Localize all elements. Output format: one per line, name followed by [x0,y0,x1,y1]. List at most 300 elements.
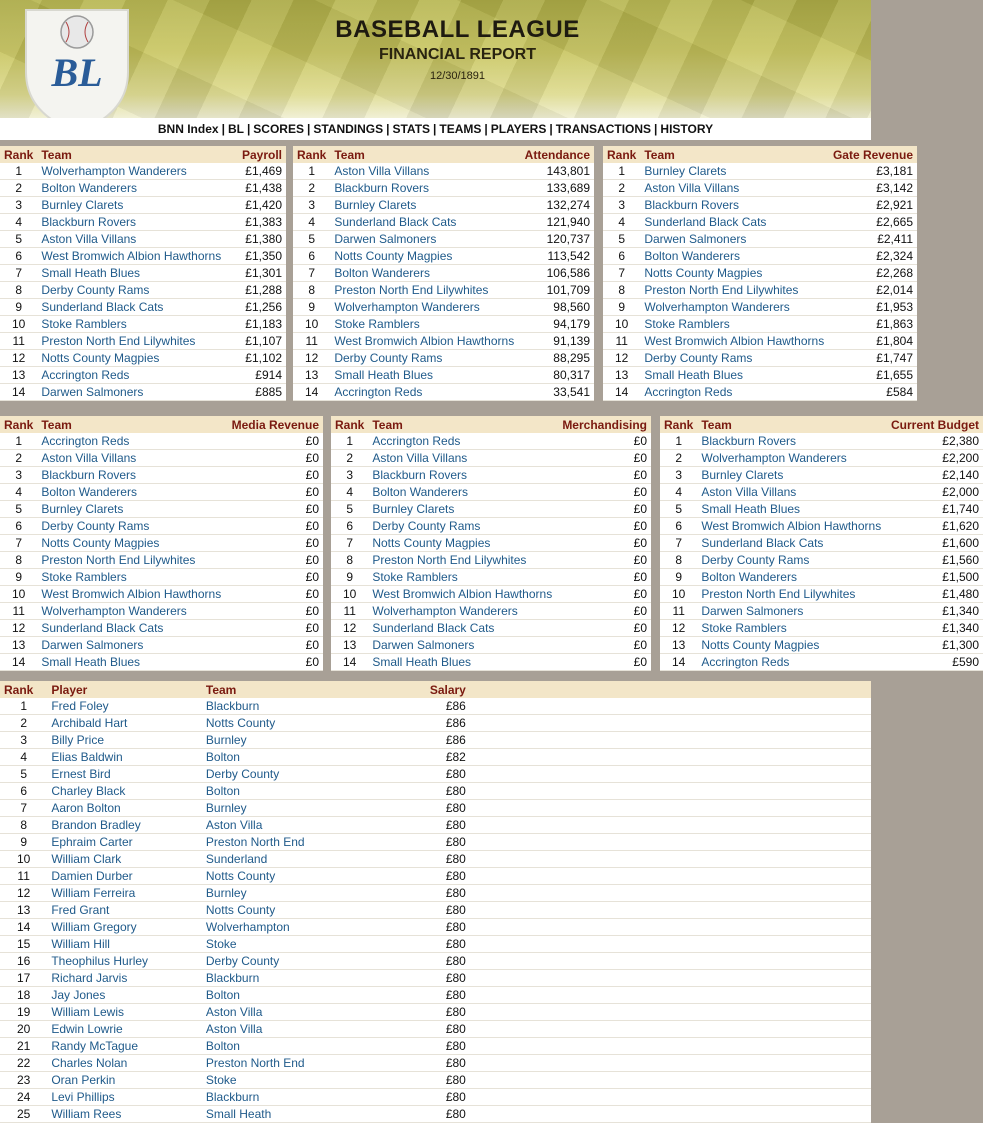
rank-cell: 1 [0,698,47,715]
rank-cell: 9 [331,569,368,586]
value-cell: £2,380 [886,433,983,450]
value-cell: £80 [366,1089,470,1106]
player-link[interactable]: Fred Foley [47,698,202,715]
nav-separator: | [221,122,225,136]
team-link[interactable]: Aston Villa Villans [697,484,886,501]
table-row [0,350,286,367]
rank-cell: 3 [293,197,330,214]
team-link[interactable]: Stoke Ramblers [368,569,557,586]
top-navigation [0,118,871,140]
rank-cell: 1 [293,163,330,180]
rank-cell: 21 [0,1038,47,1055]
value-cell: 113,542 [520,248,594,265]
table-row [293,367,594,384]
team-link[interactable]: Sunderland [202,851,366,868]
spacer-cell [470,885,871,902]
spacer-cell [470,1055,871,1072]
rank-cell: 15 [0,936,47,953]
table-row [0,620,323,637]
table-row [660,654,983,671]
team-link[interactable]: Bolton Wanderers [37,180,235,197]
team-link[interactable]: Notts County Magpies [37,350,235,367]
value-cell: £1,747 [829,350,917,367]
current-budget-table [660,416,983,671]
team-link[interactable]: West Bromwich Albion Hawthorns [37,586,226,603]
table-header-row [660,416,983,433]
player-link[interactable]: Fred Grant [47,902,202,919]
team-link[interactable]: Blackburn [202,1089,366,1106]
spacer-cell [470,834,871,851]
team-link[interactable]: Blackburn Rovers [37,467,226,484]
player-link[interactable]: William Ferreira [47,885,202,902]
value-cell: £584 [829,384,917,401]
rank-cell: 3 [0,467,37,484]
player-link[interactable]: Edwin Lowrie [47,1021,202,1038]
spacer-cell [470,783,871,800]
team-link[interactable]: Bolton [202,783,366,800]
team-link[interactable]: Bolton Wanderers [368,484,557,501]
rank-cell: 10 [0,851,47,868]
nav-link-bl[interactable]: BL [227,122,244,136]
team-link[interactable]: Stoke Ramblers [330,316,520,333]
column-header: Merchandising [558,416,651,433]
player-link[interactable]: Charles Nolan [47,1055,202,1072]
team-link[interactable]: Small Heath Blues [697,501,886,518]
team-link[interactable]: Sunderland Black Cats [330,214,520,231]
team-link[interactable]: Bolton [202,1038,366,1055]
value-cell: £1,107 [235,333,286,350]
player-link[interactable]: Aaron Bolton [47,800,202,817]
team-link[interactable]: Notts County Magpies [697,637,886,654]
nav-link-history[interactable]: HISTORY [660,122,714,136]
team-link[interactable]: Derby County Rams [368,518,557,535]
rank-cell: 14 [603,384,640,401]
table-row [331,586,651,603]
team-link[interactable]: Bolton Wanderers [330,265,520,282]
nav-link-teams[interactable]: TEAMS [439,122,482,136]
team-link[interactable]: Stoke Ramblers [37,569,226,586]
value-cell: £2,411 [829,231,917,248]
rank-cell: 11 [603,333,640,350]
rank-cell: 14 [331,654,368,671]
rank-cell: 13 [660,637,697,654]
table-row [0,766,871,783]
table-row [331,433,651,450]
value-cell: £3,142 [829,180,917,197]
payroll-table [0,146,286,401]
team-link[interactable]: Wolverhampton Wanderers [368,603,557,620]
spacer-cell [470,749,871,766]
table-row [0,501,323,518]
team-link[interactable]: Bolton Wanderers [37,484,226,501]
player-link[interactable]: William Clark [47,851,202,868]
team-link[interactable]: Blackburn Rovers [640,197,828,214]
column-header: Attendance [520,146,594,163]
nav-link-stats[interactable]: STATS [392,122,431,136]
table-row [0,316,286,333]
rank-cell: 14 [660,654,697,671]
salary-table [0,681,871,1123]
team-link[interactable]: Stoke Ramblers [697,620,886,637]
team-link[interactable]: Blackburn Rovers [697,433,886,450]
team-link[interactable]: Burnley Clarets [697,467,886,484]
team-link[interactable]: West Bromwich Albion Hawthorns [37,248,235,265]
value-cell: £80 [366,834,470,851]
value-cell: £80 [366,851,470,868]
team-link[interactable]: Small Heath Blues [368,654,557,671]
rank-cell: 2 [0,450,37,467]
team-link[interactable]: Notts County Magpies [330,248,520,265]
team-link[interactable]: Small Heath Blues [640,367,828,384]
table-row [603,248,917,265]
table-row [0,817,871,834]
team-link[interactable]: Sunderland Black Cats [640,214,828,231]
table-row [0,637,323,654]
value-cell: £0 [227,637,323,654]
team-link[interactable]: Burnley Clarets [37,197,235,214]
table-row [331,450,651,467]
value-cell: £0 [558,552,651,569]
team-link[interactable]: West Bromwich Albion Hawthorns [330,333,520,350]
table-header-row [0,681,871,698]
column-header: Rank [331,416,368,433]
player-link[interactable]: Oran Perkin [47,1072,202,1089]
team-link[interactable]: Wolverhampton Wanderers [37,603,226,620]
value-cell: £1,863 [829,316,917,333]
team-link[interactable]: Stoke [202,936,366,953]
rank-cell: 6 [0,518,37,535]
rank-cell: 10 [0,586,37,603]
spacer-cell [470,919,871,936]
team-link[interactable]: Preston North End [202,834,366,851]
rank-cell: 8 [660,552,697,569]
spacer-cell [470,953,871,970]
rank-cell: 12 [293,350,330,367]
table-row [293,299,594,316]
rank-cell: 8 [0,552,37,569]
rank-cell: 5 [0,501,37,518]
nav-link-players[interactable]: PLAYERS [490,122,547,136]
team-link[interactable]: Wolverhampton Wanderers [697,450,886,467]
league-logo [20,2,134,134]
team-link[interactable]: Wolverhampton Wanderers [330,299,520,316]
team-link[interactable]: Notts County [202,868,366,885]
team-link[interactable]: Sunderland Black Cats [37,299,235,316]
column-header: Team [37,416,226,433]
player-link[interactable]: Archibald Hart [47,715,202,732]
team-link[interactable]: Blackburn Rovers [37,214,235,231]
report-date: 12/30/1891 [429,70,486,82]
team-link[interactable]: Darwen Salmoners [368,637,557,654]
team-link[interactable]: Accrington Reds [37,367,235,384]
value-cell: 143,801 [520,163,594,180]
rank-cell: 22 [0,1055,47,1072]
team-link[interactable]: Burnley Clarets [368,501,557,518]
rank-cell: 2 [331,450,368,467]
player-link[interactable]: William Hill [47,936,202,953]
table-row [293,180,594,197]
value-cell: £1,600 [886,535,983,552]
value-cell: 33,541 [520,384,594,401]
spacer-cell [470,902,871,919]
table-row [0,1004,871,1021]
rank-cell: 9 [660,569,697,586]
rank-cell: 10 [0,316,37,333]
team-link[interactable]: Notts County Magpies [368,535,557,552]
team-link[interactable]: Preston North End [202,1055,366,1072]
column-header: Rank [0,416,37,433]
rank-cell: 3 [0,197,37,214]
team-link[interactable]: Bolton [202,749,366,766]
team-link[interactable]: Burnley [202,800,366,817]
team-link[interactable]: Bolton Wanderers [640,248,828,265]
team-link[interactable]: Aston Villa [202,817,366,834]
nav-separator: | [246,122,251,136]
value-cell: £80 [366,1106,470,1123]
column-header: Rank [293,146,330,163]
nav-link-transactions[interactable]: TRANSACTIONS [555,122,652,136]
team-link[interactable]: Preston North End Lilywhites [697,586,886,603]
spacer-cell [470,766,871,783]
table-row [0,732,871,749]
team-link[interactable]: Burnley Clarets [37,501,226,518]
player-link[interactable]: Ernest Bird [47,766,202,783]
rank-cell: 6 [331,518,368,535]
team-link[interactable]: Stoke Ramblers [640,316,828,333]
value-cell: £0 [558,586,651,603]
team-link[interactable]: Blackburn [202,698,366,715]
value-cell: £80 [366,1038,470,1055]
rank-cell: 1 [0,163,37,180]
rank-cell: 1 [603,163,640,180]
rank-cell: 12 [603,350,640,367]
team-link[interactable]: Notts County Magpies [640,265,828,282]
nav-separator: | [306,122,311,136]
spacer-cell [470,868,871,885]
team-link[interactable]: Preston North End Lilywhites [330,282,520,299]
nav-link-bnn-index[interactable]: BNN Index [157,122,219,136]
player-link[interactable]: Damien Durber [47,868,202,885]
column-header: Team [368,416,557,433]
rank-cell: 7 [293,265,330,282]
player-link[interactable]: Elias Baldwin [47,749,202,766]
value-cell: £1,183 [235,316,286,333]
value-cell: £2,324 [829,248,917,265]
table-row [331,603,651,620]
column-header: Team [202,681,366,698]
nav-link-scores[interactable]: SCORES [253,122,304,136]
table-row [603,367,917,384]
team-link[interactable]: Stoke [202,1072,366,1089]
rank-cell: 11 [0,868,47,885]
team-link[interactable]: Burnley [202,885,366,902]
team-link[interactable]: Small Heath Blues [37,654,226,671]
player-link[interactable]: Levi Phillips [47,1089,202,1106]
team-link[interactable]: Bolton [202,987,366,1004]
team-link[interactable]: Aston Villa Villans [368,450,557,467]
player-link[interactable]: Ephraim Carter [47,834,202,851]
table-row [0,265,286,282]
spacer-cell [470,987,871,1004]
table-row [0,868,871,885]
value-cell: £0 [558,484,651,501]
team-link[interactable]: Darwen Salmoners [330,231,520,248]
team-link[interactable]: Derby County Rams [37,282,235,299]
team-link[interactable]: Sunderland Black Cats [37,620,226,637]
team-link[interactable]: Darwen Salmoners [697,603,886,620]
team-link[interactable]: Small Heath Blues [330,367,520,384]
nav-separator: | [386,122,390,136]
rank-cell: 14 [293,384,330,401]
team-link[interactable]: Notts County [202,902,366,919]
value-cell: £1,301 [235,265,286,282]
team-link[interactable]: Wolverhampton [202,919,366,936]
team-link[interactable]: Accrington Reds [697,654,886,671]
value-cell: £0 [227,484,323,501]
table-row [331,654,651,671]
rank-cell: 16 [0,953,47,970]
team-link[interactable]: Sunderland Black Cats [368,620,557,637]
team-link[interactable]: Blackburn [202,970,366,987]
value-cell: £80 [366,1021,470,1038]
team-link[interactable]: Blackburn Rovers [368,467,557,484]
table-row [0,987,871,1004]
team-link[interactable]: Darwen Salmoners [37,637,226,654]
value-cell: £0 [558,620,651,637]
value-cell: £1,350 [235,248,286,265]
table-row [331,484,651,501]
team-link[interactable]: Accrington Reds [330,384,520,401]
team-link[interactable]: Bolton Wanderers [697,569,886,586]
rank-cell: 1 [0,433,37,450]
value-cell: £2,140 [886,467,983,484]
table-row [0,450,323,467]
team-link[interactable]: Notts County [202,715,366,732]
player-link[interactable]: William Gregory [47,919,202,936]
rank-cell: 5 [0,231,37,248]
team-link[interactable]: Preston North End Lilywhites [37,333,235,350]
rank-cell: 4 [0,749,47,766]
rank-cell: 8 [331,552,368,569]
team-link[interactable]: Preston North End Lilywhites [37,552,226,569]
spacer-cell [470,1038,871,1055]
value-cell: £590 [886,654,983,671]
player-link[interactable]: Richard Jarvis [47,970,202,987]
rank-cell: 3 [603,197,640,214]
rank-cell: 9 [603,299,640,316]
team-link[interactable]: Burnley [202,732,366,749]
player-link[interactable]: William Lewis [47,1004,202,1021]
value-cell: 132,274 [520,197,594,214]
team-link[interactable]: Aston Villa [202,1004,366,1021]
rank-cell: 9 [0,569,37,586]
value-cell: £86 [366,698,470,715]
team-link[interactable]: Preston North End Lilywhites [368,552,557,569]
spacer-cell [470,681,871,698]
player-link[interactable]: Billy Price [47,732,202,749]
team-link[interactable]: Accrington Reds [37,433,226,450]
value-cell: £80 [366,1072,470,1089]
player-link[interactable]: Theophilus Hurley [47,953,202,970]
rank-cell: 7 [0,535,37,552]
rank-cell: 10 [331,586,368,603]
team-link[interactable]: Accrington Reds [368,433,557,450]
table-row [0,333,286,350]
table-row [603,197,917,214]
column-header: Rank [0,681,47,698]
rank-cell: 4 [660,484,697,501]
team-link[interactable]: Darwen Salmoners [37,384,235,401]
team-link[interactable]: Derby County Rams [640,350,828,367]
team-link[interactable]: Preston North End Lilywhites [640,282,828,299]
team-link[interactable]: West Bromwich Albion Hawthorns [368,586,557,603]
table-header-row [603,146,917,163]
team-link[interactable]: Derby County Rams [330,350,520,367]
player-link[interactable]: William Rees [47,1106,202,1123]
rank-cell: 10 [660,586,697,603]
table-row [331,501,651,518]
nav-link-standings[interactable]: STANDINGS [313,122,384,136]
team-link[interactable]: Aston Villa Villans [640,180,828,197]
value-cell: £0 [558,518,651,535]
value-cell: £1,620 [886,518,983,535]
table-row [0,953,871,970]
rank-cell: 5 [603,231,640,248]
player-link[interactable]: Charley Black [47,783,202,800]
team-link[interactable]: Aston Villa [202,1021,366,1038]
value-cell: £914 [235,367,286,384]
value-cell: £0 [227,467,323,484]
spacer-cell [470,698,871,715]
team-link[interactable]: Small Heath [202,1106,366,1123]
team-link[interactable]: Aston Villa Villans [37,450,226,467]
team-link[interactable]: Sunderland Black Cats [697,535,886,552]
team-link[interactable]: Derby County Rams [37,518,226,535]
team-link[interactable]: Derby County [202,766,366,783]
team-link[interactable]: West Bromwich Albion Hawthorns [697,518,886,535]
team-link[interactable]: Small Heath Blues [37,265,235,282]
table-row [293,282,594,299]
team-link[interactable]: Wolverhampton Wanderers [640,299,828,316]
team-link[interactable]: Darwen Salmoners [640,231,828,248]
column-header: Rank [660,416,697,433]
spacer-cell [470,1106,871,1123]
rank-cell: 19 [0,1004,47,1021]
team-link[interactable]: Derby County Rams [697,552,886,569]
team-link[interactable]: Burnley Clarets [640,163,828,180]
rank-cell: 8 [0,817,47,834]
team-link[interactable]: West Bromwich Albion Hawthorns [640,333,828,350]
player-link[interactable]: Randy McTague [47,1038,202,1055]
team-link[interactable]: Aston Villa Villans [37,231,235,248]
rank-cell: 12 [331,620,368,637]
team-link[interactable]: Derby County [202,953,366,970]
team-link[interactable]: Notts County Magpies [37,535,226,552]
rank-cell: 6 [603,248,640,265]
rank-cell: 14 [0,919,47,936]
team-link[interactable]: Stoke Ramblers [37,316,235,333]
rank-cell: 5 [0,766,47,783]
team-link[interactable]: Accrington Reds [640,384,828,401]
value-cell: £1,438 [235,180,286,197]
value-cell: £2,000 [886,484,983,501]
team-link[interactable]: Wolverhampton Wanderers [37,163,235,180]
player-link[interactable]: Brandon Bradley [47,817,202,834]
team-link[interactable]: Blackburn Rovers [330,180,520,197]
team-link[interactable]: Aston Villa Villans [330,163,520,180]
team-link[interactable]: Burnley Clarets [330,197,520,214]
player-link[interactable]: Jay Jones [47,987,202,1004]
